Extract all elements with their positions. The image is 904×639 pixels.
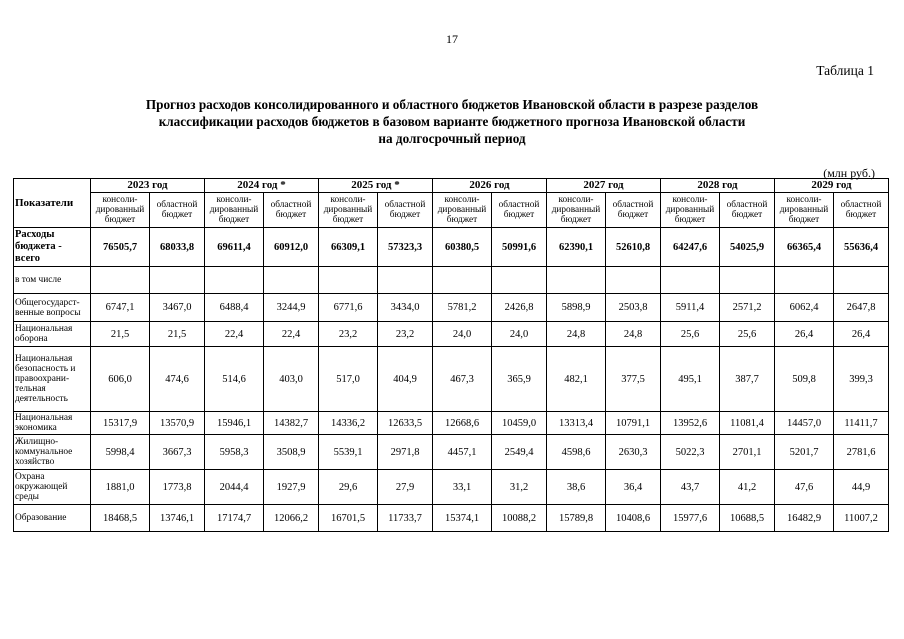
value-cell: 26,4 xyxy=(775,322,834,347)
table-row xyxy=(14,470,889,505)
value-cell: 2549,4 xyxy=(492,435,547,470)
value-cell: 6488,4 xyxy=(205,294,264,322)
value-cell: 50991,6 xyxy=(492,228,547,267)
value-cell: 15317,9 xyxy=(91,412,150,435)
value-cell: 11081,4 xyxy=(720,412,775,435)
value-cell: 25,6 xyxy=(661,322,720,347)
empty-cell xyxy=(775,267,834,294)
value-cell: 68033,8 xyxy=(150,228,205,267)
value-cell: 3667,3 xyxy=(150,435,205,470)
year-header: 2027 год xyxy=(547,179,661,193)
value-cell: 64247,6 xyxy=(661,228,720,267)
value-cell: 16701,5 xyxy=(319,505,378,532)
value-cell: 25,6 xyxy=(720,322,775,347)
row-label: в том числе xyxy=(14,267,91,294)
value-cell: 387,7 xyxy=(720,347,775,412)
row-label: Национальная безопасность и правоохрани-тельная деятельность xyxy=(14,347,91,412)
value-cell: 15946,1 xyxy=(205,412,264,435)
year-header: 2025 год * xyxy=(319,179,433,193)
regional-budget-header: областной бюджет xyxy=(606,193,661,228)
value-cell: 13952,6 xyxy=(661,412,720,435)
value-cell: 514,6 xyxy=(205,347,264,412)
value-cell: 10408,6 xyxy=(606,505,661,532)
row-label: Расходы бюджета - всего xyxy=(14,228,91,267)
value-cell: 11007,2 xyxy=(834,505,889,532)
consolidated-budget-header: консоли-дированный бюджет xyxy=(775,193,834,228)
value-cell: 467,3 xyxy=(433,347,492,412)
value-cell: 3467,0 xyxy=(150,294,205,322)
value-cell: 36,4 xyxy=(606,470,661,505)
value-cell: 24,8 xyxy=(547,322,606,347)
value-cell: 22,4 xyxy=(205,322,264,347)
empty-cell xyxy=(205,267,264,294)
consolidated-budget-header: консоли-дированный бюджет xyxy=(319,193,378,228)
value-cell: 44,9 xyxy=(834,470,889,505)
year-header: 2028 год xyxy=(661,179,775,193)
table-row xyxy=(14,322,889,347)
regional-budget-header: областной бюджет xyxy=(264,193,319,228)
value-cell: 10459,0 xyxy=(492,412,547,435)
regional-budget-header: областной бюджет xyxy=(378,193,433,228)
year-header: 2024 год * xyxy=(205,179,319,193)
row-label: Охрана окружающей среды xyxy=(14,470,91,505)
value-cell: 55636,4 xyxy=(834,228,889,267)
empty-cell xyxy=(150,267,205,294)
consolidated-budget-header: консоли-дированный бюджет xyxy=(205,193,264,228)
value-cell: 31,2 xyxy=(492,470,547,505)
value-cell: 27,9 xyxy=(378,470,433,505)
value-cell: 6771,6 xyxy=(319,294,378,322)
value-cell: 21,5 xyxy=(150,322,205,347)
value-cell: 2647,8 xyxy=(834,294,889,322)
empty-cell xyxy=(720,267,775,294)
empty-cell xyxy=(91,267,150,294)
value-cell: 26,4 xyxy=(834,322,889,347)
value-cell: 5958,3 xyxy=(205,435,264,470)
value-cell: 13570,9 xyxy=(150,412,205,435)
year-header: 2026 год xyxy=(433,179,547,193)
value-cell: 43,7 xyxy=(661,470,720,505)
value-cell: 4457,1 xyxy=(433,435,492,470)
value-cell: 10688,5 xyxy=(720,505,775,532)
empty-cell xyxy=(834,267,889,294)
value-cell: 24,0 xyxy=(492,322,547,347)
value-cell: 2781,6 xyxy=(834,435,889,470)
empty-cell xyxy=(606,267,661,294)
value-cell: 1773,8 xyxy=(150,470,205,505)
value-cell: 3508,9 xyxy=(264,435,319,470)
year-header: 2023 год xyxy=(91,179,205,193)
table-body xyxy=(14,228,889,532)
value-cell: 33,1 xyxy=(433,470,492,505)
consolidated-budget-header: консоли-дированный бюджет xyxy=(547,193,606,228)
value-cell: 22,4 xyxy=(264,322,319,347)
empty-cell xyxy=(378,267,433,294)
value-cell: 13313,4 xyxy=(547,412,606,435)
value-cell: 2630,3 xyxy=(606,435,661,470)
table-row xyxy=(14,347,889,412)
value-cell: 66365,4 xyxy=(775,228,834,267)
value-cell: 15374,1 xyxy=(433,505,492,532)
value-cell: 6062,4 xyxy=(775,294,834,322)
value-cell: 2044,4 xyxy=(205,470,264,505)
value-cell: 5781,2 xyxy=(433,294,492,322)
value-cell: 47,6 xyxy=(775,470,834,505)
value-cell: 377,5 xyxy=(606,347,661,412)
value-cell: 16482,9 xyxy=(775,505,834,532)
value-cell: 41,2 xyxy=(720,470,775,505)
value-cell: 11733,7 xyxy=(378,505,433,532)
value-cell: 60380,5 xyxy=(433,228,492,267)
value-cell: 404,9 xyxy=(378,347,433,412)
value-cell: 2701,1 xyxy=(720,435,775,470)
row-label: Национальная оборона xyxy=(14,322,91,347)
empty-cell xyxy=(547,267,606,294)
empty-cell xyxy=(661,267,720,294)
value-cell: 5539,1 xyxy=(319,435,378,470)
value-cell: 54025,9 xyxy=(720,228,775,267)
empty-cell xyxy=(319,267,378,294)
value-cell: 2571,2 xyxy=(720,294,775,322)
value-cell: 12066,2 xyxy=(264,505,319,532)
value-cell: 14336,2 xyxy=(319,412,378,435)
table-row xyxy=(14,435,889,470)
value-cell: 403,0 xyxy=(264,347,319,412)
value-cell: 474,6 xyxy=(150,347,205,412)
value-cell: 606,0 xyxy=(91,347,150,412)
value-cell: 62390,1 xyxy=(547,228,606,267)
value-cell: 509,8 xyxy=(775,347,834,412)
value-cell: 2503,8 xyxy=(606,294,661,322)
units-note: (млн руб.) xyxy=(823,166,875,180)
value-cell: 12668,6 xyxy=(433,412,492,435)
consolidated-budget-header: консоли-дированный бюджет xyxy=(433,193,492,228)
value-cell: 3434,0 xyxy=(378,294,433,322)
row-label: Образование xyxy=(14,505,91,532)
value-cell: 6747,1 xyxy=(91,294,150,322)
value-cell: 15789,8 xyxy=(547,505,606,532)
consolidated-budget-header: консоли-дированный бюджет xyxy=(661,193,720,228)
value-cell: 24,0 xyxy=(433,322,492,347)
value-cell: 2426,8 xyxy=(492,294,547,322)
page-number: 17 xyxy=(446,32,458,46)
title-line-3: на долгосрочный период xyxy=(378,131,526,146)
value-cell: 76505,7 xyxy=(91,228,150,267)
value-cell: 1881,0 xyxy=(91,470,150,505)
value-cell: 15977,6 xyxy=(661,505,720,532)
value-cell: 5201,7 xyxy=(775,435,834,470)
value-cell: 482,1 xyxy=(547,347,606,412)
value-cell: 13746,1 xyxy=(150,505,205,532)
value-cell: 5022,3 xyxy=(661,435,720,470)
empty-cell xyxy=(492,267,547,294)
table-label: Таблица 1 xyxy=(816,63,874,78)
value-cell: 57323,3 xyxy=(378,228,433,267)
value-cell: 23,2 xyxy=(319,322,378,347)
value-cell: 60912,0 xyxy=(264,228,319,267)
budget-table xyxy=(13,178,889,532)
value-cell: 10088,2 xyxy=(492,505,547,532)
value-cell: 29,6 xyxy=(319,470,378,505)
value-cell: 5998,4 xyxy=(91,435,150,470)
value-cell: 24,8 xyxy=(606,322,661,347)
value-cell: 495,1 xyxy=(661,347,720,412)
document-title xyxy=(60,96,844,147)
value-cell: 4598,6 xyxy=(547,435,606,470)
value-cell: 11411,7 xyxy=(834,412,889,435)
value-cell: 12633,5 xyxy=(378,412,433,435)
regional-budget-header: областной бюджет xyxy=(492,193,547,228)
title-line-2: классификации расходов бюджетов в базовом варианте бюджетного прогноза Ивановской области xyxy=(158,114,746,129)
value-cell: 2971,8 xyxy=(378,435,433,470)
regional-budget-header: областной бюджет xyxy=(834,193,889,228)
value-cell: 17174,7 xyxy=(205,505,264,532)
value-cell: 5898,9 xyxy=(547,294,606,322)
value-cell: 18468,5 xyxy=(91,505,150,532)
value-cell: 365,9 xyxy=(492,347,547,412)
value-cell: 69611,4 xyxy=(205,228,264,267)
value-cell: 1927,9 xyxy=(264,470,319,505)
value-cell: 5911,4 xyxy=(661,294,720,322)
consolidated-budget-header: консоли-дированный бюджет xyxy=(91,193,150,228)
table-row xyxy=(14,412,889,435)
value-cell: 517,0 xyxy=(319,347,378,412)
value-cell: 38,6 xyxy=(547,470,606,505)
regional-budget-header: областной бюджет xyxy=(720,193,775,228)
table-header xyxy=(14,179,889,228)
table-row xyxy=(14,228,889,267)
value-cell: 52610,8 xyxy=(606,228,661,267)
subheader-row xyxy=(14,193,889,228)
value-cell: 399,3 xyxy=(834,347,889,412)
value-cell: 10791,1 xyxy=(606,412,661,435)
title-line-1: Прогноз расходов консолидированного и областного бюджетов Ивановской области в разрезе разделов xyxy=(145,97,759,112)
table-row xyxy=(14,267,889,294)
empty-cell xyxy=(433,267,492,294)
empty-cell xyxy=(264,267,319,294)
year-header: 2029 год xyxy=(775,179,889,193)
year-header-row xyxy=(14,179,889,193)
table-row xyxy=(14,294,889,322)
value-cell: 14382,7 xyxy=(264,412,319,435)
value-cell: 23,2 xyxy=(378,322,433,347)
row-label: Жилищно-коммунальное хозяйство xyxy=(14,435,91,470)
value-cell: 21,5 xyxy=(91,322,150,347)
table-row xyxy=(14,505,889,532)
regional-budget-header: областной бюджет xyxy=(150,193,205,228)
row-label: Общегосударст-венные вопросы xyxy=(14,294,91,322)
value-cell: 66309,1 xyxy=(319,228,378,267)
value-cell: 14457,0 xyxy=(775,412,834,435)
row-label: Национальная экономика xyxy=(14,412,91,435)
value-cell: 3244,9 xyxy=(264,294,319,322)
indicator-header: Показатели xyxy=(14,179,91,228)
